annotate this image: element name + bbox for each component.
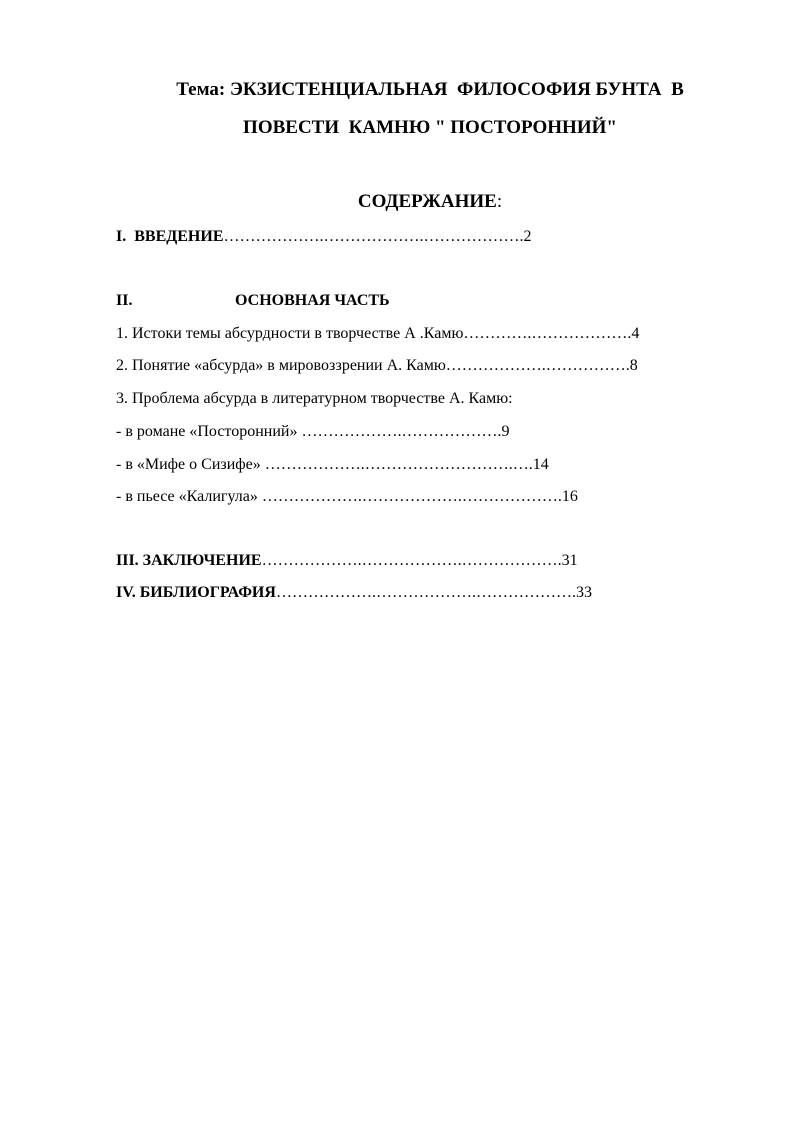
toc-item: 2. Понятие «абсурда» в мировоззрении А. Камю……………….…………….8 [116, 357, 638, 374]
toc-item: 1. Истоки темы абсурдности в творчестве А .Камю………….……………….4 [116, 325, 640, 342]
toc-entry-bibliography-label: IV. БИБЛИОГРАФИЯ [116, 584, 276, 601]
toc-entry-conclusion [116, 551, 578, 571]
toc-entry-introduction [116, 227, 531, 247]
toc-entry-conclusion-leader: ……………….……………….……………….31 [261, 552, 578, 569]
toc-item: - в пьесе «Калигула» ……………….……………….……………….16 [116, 488, 578, 505]
toc-section-2-number: II. [116, 292, 133, 309]
toc-item: - в романе «Посторонний» ……………….……………….9 [116, 423, 510, 440]
toc-heading [100, 190, 760, 214]
toc-entry-bibliography [116, 583, 592, 603]
title-line-2: ПОВЕСТИ КАМНЮ " ПОСТОРОННИЙ" [243, 117, 617, 138]
title-line-1: Тема: ЭКЗИСТЕНЦИАЛЬНАЯ ФИЛОСОФИЯ БУНТА В [176, 79, 684, 100]
toc-section-2-title: ОСНОВНАЯ ЧАСТЬ [235, 292, 390, 309]
toc-heading-text: СОДЕРЖАНИЕ [357, 191, 497, 212]
toc-entry-bibliography-leader: ……………….……………….……………….33 [275, 584, 592, 601]
toc-item: 3. Проблема абсурда в литературном творчестве А. Камю: [116, 390, 513, 407]
toc-entry-conclusion-label: III. ЗАКЛЮЧЕНИЕ [116, 552, 262, 569]
toc-entry-introduction-leader: ……………….……………….……………….2 [223, 228, 532, 245]
toc-item: - в «Мифе о Сизифе» ……………….……………………….….14 [116, 456, 549, 473]
toc-heading-colon: : [496, 191, 503, 212]
toc-entry-introduction-label: I. ВВЕДЕНИЕ [116, 228, 224, 245]
